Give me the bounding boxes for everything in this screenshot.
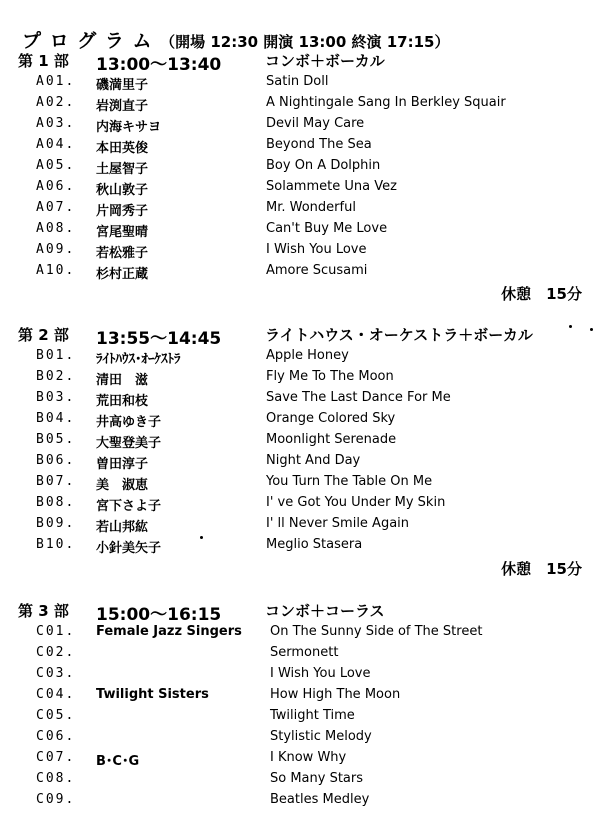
list-item xyxy=(18,198,588,219)
song-title: Can't Buy Me Love xyxy=(266,221,388,236)
entry-code: A08. xyxy=(36,221,76,236)
section-part-1 xyxy=(18,50,588,282)
performer-name: 土屋智子 xyxy=(96,162,149,177)
section-part-2 xyxy=(18,324,588,556)
performer-name: 片岡秀子 xyxy=(96,204,149,219)
song-title: Sermonett xyxy=(270,645,339,660)
entry-code: C09. xyxy=(36,792,76,807)
song-title: A Nightingale Sang In Berkley Squair xyxy=(266,95,506,110)
entry-code: B02. xyxy=(36,369,76,384)
intermission-label: 休憩 15分 xyxy=(501,285,582,303)
song-title: On The Sunny Side of The Street xyxy=(270,624,483,639)
song-title: Beyond The Sea xyxy=(266,137,372,152)
list-item xyxy=(18,135,588,156)
part-label: 第 2 部 xyxy=(18,326,69,344)
entry-code: A02. xyxy=(36,95,76,110)
list-item xyxy=(18,409,588,430)
song-title: Satin Doll xyxy=(266,74,329,89)
program-title: プ ロ グ ラ ム xyxy=(22,30,153,52)
performer-name: 岩渕直子 xyxy=(96,99,149,114)
performer-name: 磯満里子 xyxy=(96,78,149,93)
list-item xyxy=(18,622,588,643)
time-range: 13:00〜13:40 xyxy=(96,55,222,75)
list-item xyxy=(18,685,588,706)
list-item xyxy=(18,156,588,177)
section-header xyxy=(18,50,588,75)
program-heading xyxy=(22,26,449,53)
entry-code: B09. xyxy=(36,516,76,531)
entry-code: B07. xyxy=(36,474,76,489)
list-item xyxy=(18,261,588,282)
entry-code: B10. xyxy=(36,537,76,552)
song-title: Night And Day xyxy=(266,453,361,468)
section-part-3 xyxy=(18,600,588,811)
song-title: Amore Scusami xyxy=(266,263,368,278)
list-item xyxy=(18,72,588,93)
list-item xyxy=(18,472,588,493)
song-title: I Know Why xyxy=(270,750,347,765)
list-item xyxy=(18,514,588,535)
performer-name: 宮尾聖晴 xyxy=(96,225,149,240)
list-item xyxy=(18,493,588,514)
time-range: 15:00〜16:15 xyxy=(96,605,222,625)
song-title: Devil May Care xyxy=(266,116,365,131)
list-item xyxy=(18,535,588,556)
performer-name: ﾗｲﾄﾊｳｽ･ｵｰｹｽﾄﾗ xyxy=(96,352,181,367)
song-title: Fly Me To The Moon xyxy=(266,369,394,384)
song-title: You Turn The Table On Me xyxy=(266,474,433,489)
list-item xyxy=(18,219,588,240)
list-item xyxy=(18,430,588,451)
entry-code: C08. xyxy=(36,771,76,786)
performer-name: 井高ゆき子 xyxy=(96,415,162,430)
entry-code: B04. xyxy=(36,411,76,426)
list-item xyxy=(18,451,588,472)
genre-label: コンボ＋コーラス xyxy=(265,602,385,620)
scan-speck xyxy=(200,536,203,539)
list-item xyxy=(18,388,588,409)
performer-name: 大聖登美子 xyxy=(96,436,162,451)
entry-code: C01. xyxy=(36,624,76,639)
performer-name: 曽田淳子 xyxy=(96,457,149,472)
song-title: Orange Colored Sky xyxy=(266,411,396,426)
entry-code: A05. xyxy=(36,158,76,173)
song-title: Boy On A Dolphin xyxy=(266,158,381,173)
song-title: Apple Honey xyxy=(266,348,349,363)
entry-code: B05. xyxy=(36,432,76,447)
performer-name: 若山邦紘 xyxy=(96,520,149,535)
performer-name: Twilight Sisters xyxy=(96,687,209,702)
program-schedule: （開場 12:30 開演 13:00 終演 17:15） xyxy=(160,33,450,51)
entry-code: B03. xyxy=(36,390,76,405)
genre-label: ライトハウス・オーケストラ＋ボーカル xyxy=(265,326,533,344)
program-list xyxy=(18,346,588,556)
list-item xyxy=(18,790,588,811)
entry-code: A03. xyxy=(36,116,76,131)
performer-name: 宮下さよ子 xyxy=(96,499,162,514)
entry-code: A09. xyxy=(36,242,76,257)
entry-code: A04. xyxy=(36,137,76,152)
list-item xyxy=(18,664,588,685)
entry-code: A06. xyxy=(36,179,76,194)
performer-name: Female Jazz Singers xyxy=(96,624,242,639)
song-title: I Wish You Love xyxy=(270,666,371,681)
performer-name: 清田 滋 xyxy=(96,373,149,388)
entry-code: C06. xyxy=(36,729,76,744)
performer-name: 内海キサヨ xyxy=(96,120,162,135)
section-header xyxy=(18,324,588,349)
section-header xyxy=(18,600,588,625)
list-item xyxy=(18,727,588,748)
list-item xyxy=(18,93,588,114)
list-item xyxy=(18,177,588,198)
genre-label: コンボ＋ボーカル xyxy=(265,52,385,70)
song-title: Twilight Time xyxy=(270,708,355,723)
program-list xyxy=(18,72,588,282)
entry-code: A07. xyxy=(36,200,76,215)
performer-name: 荒田和枝 xyxy=(96,394,149,409)
performer-name: 小針美矢子 xyxy=(96,541,162,556)
entry-code: C07. xyxy=(36,750,76,765)
performer-name: 美 淑恵 xyxy=(96,478,149,493)
song-title: Beatles Medley xyxy=(270,792,370,807)
song-title: Stylistic Melody xyxy=(270,729,372,744)
song-title: I Wish You Love xyxy=(266,242,367,257)
intermission-label: 休憩 15分 xyxy=(501,560,582,578)
part-label: 第 1 部 xyxy=(18,52,69,70)
entry-code: B01. xyxy=(36,348,76,363)
part-label: 第 3 部 xyxy=(18,602,69,620)
scan-speck xyxy=(569,325,572,328)
song-title: Solammete Una Vez xyxy=(266,179,397,194)
entry-code: C02. xyxy=(36,645,76,660)
entry-code: B08. xyxy=(36,495,76,510)
song-title: Meglio Stasera xyxy=(266,537,363,552)
performer-name: 本田英俊 xyxy=(96,141,149,156)
performer-name: B･C･G xyxy=(96,754,140,769)
program-list xyxy=(18,622,588,811)
list-item xyxy=(18,367,588,388)
list-item xyxy=(18,748,588,769)
entry-code: B06. xyxy=(36,453,76,468)
list-item xyxy=(18,769,588,790)
song-title: How High The Moon xyxy=(270,687,401,702)
entry-code: C05. xyxy=(36,708,76,723)
entry-code: C04. xyxy=(36,687,76,702)
performer-name: 杉村正蔵 xyxy=(96,267,149,282)
song-title: Save The Last Dance For Me xyxy=(266,390,451,405)
time-range: 13:55〜14:45 xyxy=(96,329,222,349)
performer-name: 若松雅子 xyxy=(96,246,149,261)
list-item xyxy=(18,346,588,367)
song-title: So Many Stars xyxy=(270,771,364,786)
song-title: I' ve Got You Under My Skin xyxy=(266,495,446,510)
song-title: Moonlight Serenade xyxy=(266,432,397,447)
song-title: Mr. Wonderful xyxy=(266,200,356,215)
list-item xyxy=(18,114,588,135)
list-item xyxy=(18,643,588,664)
entry-code: A01. xyxy=(36,74,76,89)
entry-code: C03. xyxy=(36,666,76,681)
scan-speck xyxy=(590,328,593,331)
song-title: I' ll Never Smile Again xyxy=(266,516,410,531)
list-item xyxy=(18,706,588,727)
entry-code: A10. xyxy=(36,263,76,278)
list-item xyxy=(18,240,588,261)
performer-name: 秋山敦子 xyxy=(96,183,149,198)
